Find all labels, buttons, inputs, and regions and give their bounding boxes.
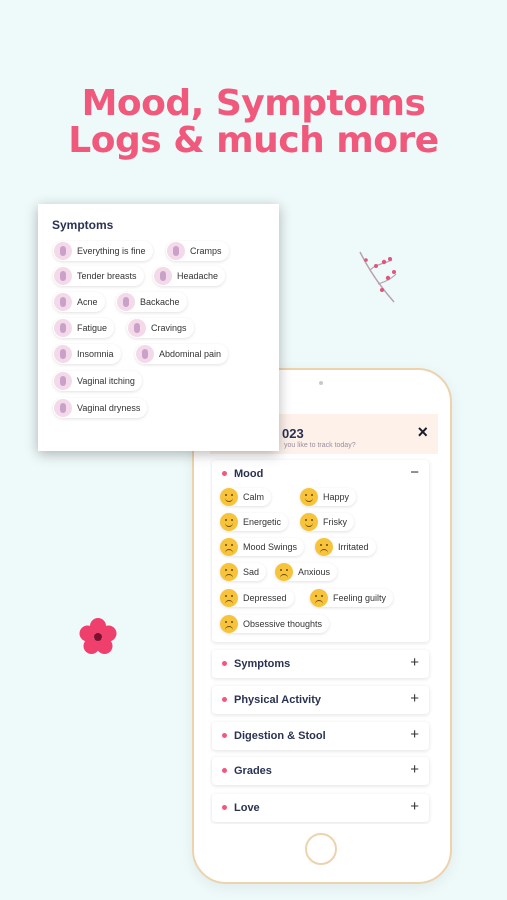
bullet-dot: [222, 471, 227, 476]
phone-screen: [210, 412, 438, 824]
headline-line-1: Mood, Symptoms: [81, 83, 426, 124]
branch-decoration: [354, 250, 400, 308]
mood-section: [212, 460, 429, 642]
mood-chip-label: Frisky: [323, 517, 347, 527]
symptom-label: Cravings: [151, 323, 187, 333]
date-subtitle: you like to track today?: [284, 442, 356, 449]
bullet-dot: [222, 768, 227, 773]
symptom-label: Vaginal dryness: [77, 403, 141, 413]
mood-chip[interactable]: [275, 563, 337, 581]
mood-chip-label: Mood Swings: [243, 542, 298, 552]
section-title: Symptoms: [234, 658, 291, 670]
mood-chip[interactable]: [220, 488, 271, 506]
symptom-chip[interactable]: [53, 344, 121, 364]
abdominal-pain-icon: [136, 345, 154, 363]
tender-breasts-icon: [54, 267, 72, 285]
mood-chip[interactable]: [220, 513, 288, 531]
acne-icon: [54, 293, 72, 311]
mood-chip[interactable]: [220, 589, 294, 607]
mood-chip-label: Depressed: [243, 593, 287, 603]
symptoms-card: [38, 204, 279, 451]
mood-section-title: Mood: [234, 468, 264, 480]
symptom-label: Headache: [177, 271, 219, 281]
symptoms-section[interactable]: [212, 650, 429, 678]
expand-icon[interactable]: +: [410, 726, 419, 743]
expand-icon[interactable]: +: [410, 654, 419, 671]
symptom-chip[interactable]: [53, 318, 114, 338]
phone-speaker: [319, 381, 323, 385]
symptom-chip[interactable]: [153, 266, 225, 286]
symptom-chip[interactable]: [53, 398, 147, 418]
symptom-label: Everything is fine: [77, 246, 146, 256]
symptoms-card-title: Symptoms: [52, 218, 114, 232]
digestion-stool-section[interactable]: [212, 722, 429, 750]
section-title: Love: [234, 802, 260, 814]
cramps-icon: [167, 242, 185, 260]
home-button[interactable]: [305, 833, 337, 865]
flower-decoration: [78, 617, 118, 657]
happy-emoji-icon: [300, 488, 318, 506]
symptom-label: Tender breasts: [77, 271, 137, 281]
symptom-chip[interactable]: [53, 371, 142, 391]
grades-section[interactable]: [212, 757, 429, 785]
symptom-label: Insomnia: [77, 349, 114, 359]
symptom-chip[interactable]: [53, 266, 144, 286]
mood-swings-emoji-icon: [220, 538, 238, 556]
section-title: Physical Activity: [234, 694, 322, 706]
mood-chip-label: Calm: [243, 492, 265, 502]
section-title: Digestion & Stool: [234, 730, 326, 742]
mood-chip[interactable]: [300, 513, 354, 531]
mood-chip-label: Feeling guilty: [333, 593, 387, 603]
bullet-dot: [222, 805, 227, 810]
expand-icon[interactable]: +: [410, 798, 419, 815]
symptom-label: Abdominal pain: [159, 349, 222, 359]
mood-chip-label: Obsessive thoughts: [243, 619, 323, 629]
section-title: Grades: [234, 765, 272, 777]
symptom-chip[interactable]: [53, 241, 153, 261]
love-section[interactable]: [212, 794, 429, 822]
mood-chip[interactable]: [220, 615, 329, 633]
energetic-emoji-icon: [220, 513, 238, 531]
bullet-dot: [222, 661, 227, 666]
headline-line-2: Logs & much more: [68, 120, 439, 161]
battery-low-icon: [54, 319, 72, 337]
insomnia-icon: [54, 345, 72, 363]
expand-icon[interactable]: +: [410, 761, 419, 778]
symptom-label: Vaginal itching: [77, 376, 135, 386]
mood-section-header[interactable]: [212, 460, 429, 488]
irritated-emoji-icon: [315, 538, 333, 556]
mood-chip[interactable]: [220, 538, 304, 556]
expand-icon[interactable]: +: [410, 690, 419, 707]
symptom-chip[interactable]: [166, 241, 229, 261]
mood-chip-label: Sad: [243, 567, 260, 577]
obsessive-thoughts-emoji-icon: [220, 615, 238, 633]
bullet-dot: [222, 697, 227, 702]
mood-chip[interactable]: [315, 538, 376, 556]
cravings-icon: [128, 319, 146, 337]
collapse-icon[interactable]: −: [410, 464, 419, 481]
symptom-label: Fatigue: [77, 323, 108, 333]
frisky-emoji-icon: [300, 513, 318, 531]
close-icon[interactable]: ×: [417, 422, 428, 442]
feeling-guilty-emoji-icon: [310, 589, 328, 607]
symptom-label: Cramps: [190, 246, 222, 256]
symptom-label: Backache: [140, 297, 180, 307]
mood-chip-label: Energetic: [243, 517, 282, 527]
physical-activity-section[interactable]: [212, 686, 429, 714]
depressed-emoji-icon: [220, 589, 238, 607]
sad-emoji-icon: [220, 563, 238, 581]
symptom-chip[interactable]: [127, 318, 194, 338]
vaginal-itching-icon: [54, 372, 72, 390]
mood-chip-label: Anxious: [298, 567, 331, 577]
mood-chip-label: Happy: [323, 492, 350, 502]
everything-fine-icon: [54, 242, 72, 260]
mood-chip[interactable]: [220, 563, 266, 581]
headache-icon: [154, 267, 172, 285]
date-title: 023: [282, 426, 304, 441]
mood-chip[interactable]: [310, 589, 393, 607]
mood-chip[interactable]: [300, 488, 356, 506]
symptom-label: Acne: [77, 297, 98, 307]
symptom-chip[interactable]: [116, 292, 187, 312]
mood-chip-label: Irritated: [338, 542, 369, 552]
symptom-chip[interactable]: [53, 292, 105, 312]
backache-icon: [117, 293, 135, 311]
vaginal-dryness-icon: [54, 399, 72, 417]
calm-emoji-icon: [220, 488, 238, 506]
symptom-chip[interactable]: [135, 344, 228, 364]
bullet-dot: [222, 733, 227, 738]
anxious-emoji-icon: [275, 563, 293, 581]
